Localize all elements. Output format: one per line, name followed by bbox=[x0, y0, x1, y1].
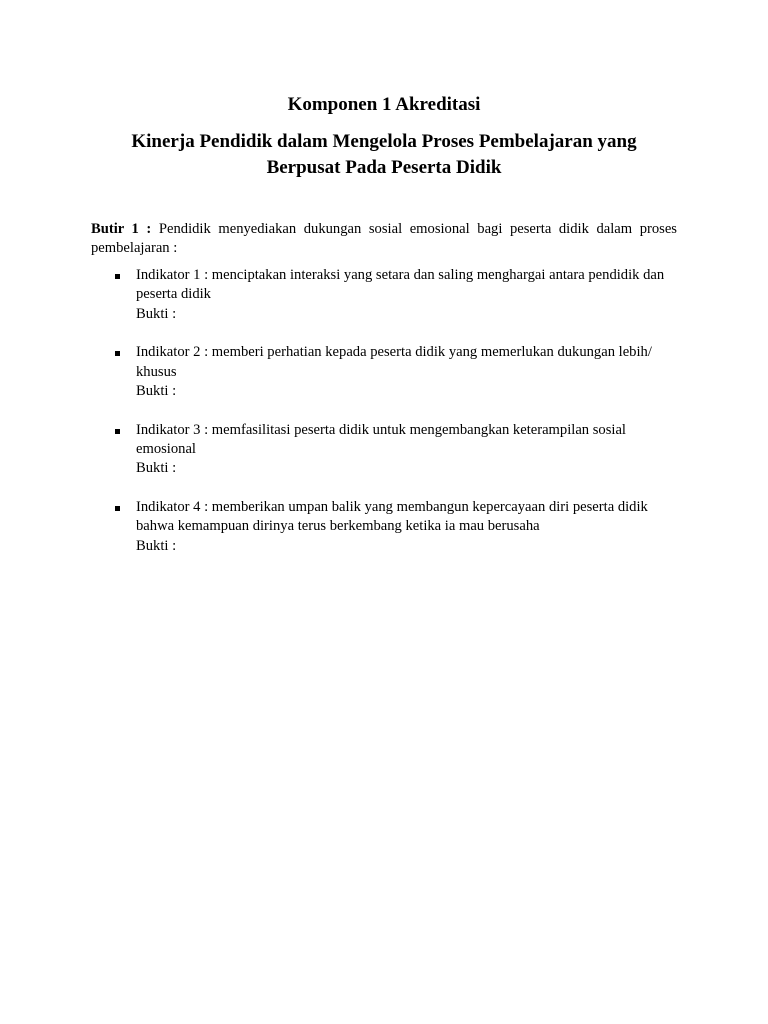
square-bullet-icon bbox=[115, 274, 120, 279]
indicator-text: Indikator 2 : memberi perhatian kepada peserta didik yang memerlukan dukungan lebih/ khusus bbox=[136, 344, 652, 380]
butir-label: Butir 1 : bbox=[91, 221, 152, 237]
subtitle-line-1: Kinerja Pendidik dalam Mengelola Proses Pembelajaran yang bbox=[131, 131, 637, 152]
indicator-text: Indikator 3 : memfasilitasi peserta didik untuk mengembangkan keterampilan sosial emosional bbox=[136, 421, 626, 458]
document-title: Komponen 1 Akreditasi bbox=[287, 94, 481, 115]
indicator-list bbox=[91, 266, 677, 556]
bukti-label: Bukti : bbox=[136, 305, 177, 322]
indicator-text: Indikator 1 : menciptakan interaksi yang setara dan saling menghargai antara pendidik dan peserta didik bbox=[136, 267, 665, 303]
square-bullet-icon bbox=[115, 351, 120, 356]
indicator-item bbox=[136, 498, 677, 556]
indicator-item bbox=[136, 266, 677, 324]
bukti-label: Bukti : bbox=[136, 382, 177, 399]
square-bullet-icon bbox=[115, 506, 120, 511]
indicator-text: Indikator 4 : memberikan umpan balik yang membangun kepercayaan diri peserta didik bahwa kemampuan dirinya terus berkembang ketika ia mau berusaha bbox=[136, 499, 648, 535]
butir-text: Pendidik menyediakan dukungan sosial emosional bagi peserta didik dalam proses pembelajaran : bbox=[91, 221, 677, 256]
bukti-label: Bukti : bbox=[136, 460, 177, 477]
indicator-item bbox=[136, 421, 677, 479]
butir-paragraph bbox=[91, 220, 677, 258]
subtitle-line-2: Berpusat Pada Peserta Didik bbox=[266, 157, 502, 178]
indicator-item bbox=[136, 343, 677, 401]
square-bullet-icon bbox=[115, 429, 120, 434]
bukti-label: Bukti : bbox=[136, 537, 177, 554]
document-subtitle bbox=[91, 129, 677, 181]
